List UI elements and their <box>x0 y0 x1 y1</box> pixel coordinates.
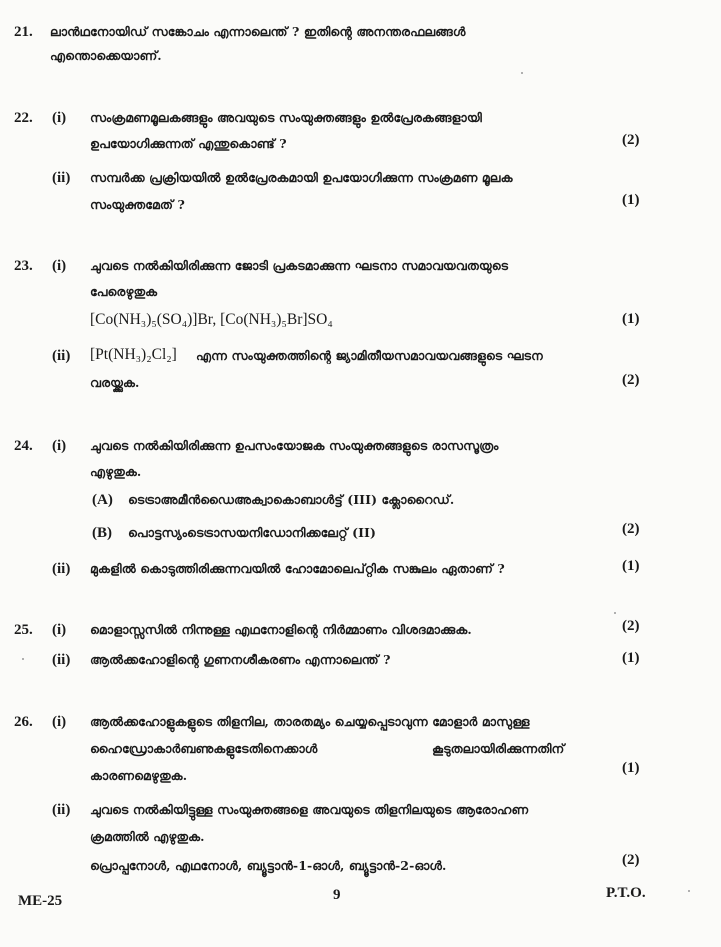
scan-speck <box>688 890 690 892</box>
part-label: (ii) <box>52 802 71 818</box>
part-text: വരയ്ക്കുക. <box>90 375 140 390</box>
chemical-formula: [Pt(NH₃)₂Cl₂] <box>90 346 177 363</box>
part-text: ചുവടെ നൽകിയിരിക്കുന്ന ഉപസംയോജക സംയുക്തങ്ങളുടെ രാസസൂത്രം <box>90 438 499 453</box>
part-text: സംക്രമണമൂലകങ്ങളും അവയുടെ സംയുക്തങ്ങളും ഉൽപ്രേരകങ്ങളായി <box>90 110 482 125</box>
part-text: സമ്പർക്ക പ്രക്രിയയിൽ ഉൽപ്രേരകമായി ഉപയോഗിക്കുന്ന സംക്രമണ മൂലക <box>90 170 513 185</box>
part-text: ഹൈഡ്രോകാർബണുകളുടേതിനെക്കാൾ <box>90 741 318 756</box>
option-label: (B) <box>92 525 112 541</box>
part-label: (ii) <box>52 561 71 577</box>
marks: (1) <box>622 311 640 327</box>
part-text: ആൽക്കഹോളുകളുടെ തിളനില, താരതമ്യം ചെയ്യപ്പെടാവുന്ന മോളാർ മാസുള്ള <box>90 714 530 729</box>
part-text: ചുവടെ നൽകിയിരിക്കുന്ന ജോടി പ്രകടമാക്കുന്ന ഘടനാ സമാവയവതയുടെ <box>90 258 509 273</box>
part-label: (i) <box>52 258 67 274</box>
paper-code: ME-25 <box>18 893 63 909</box>
marks: (2) <box>622 852 640 868</box>
marks: (2) <box>622 521 640 537</box>
question-number: 26. <box>14 714 33 730</box>
part-text: ചുവടെ നൽകിയിട്ടുള്ള സംയുക്തങ്ങളെ അവയുടെ തിളനിലയുടെ ആരോഹണ <box>90 802 529 817</box>
question-number: 24. <box>14 438 33 454</box>
part-text: ക്രമത്തിൽ എഴുതുക. <box>90 829 205 844</box>
question-number: 23. <box>14 258 33 274</box>
part-label: (i) <box>52 622 67 638</box>
option-text: പൊട്ടസ്യംടെട്രാസയനിഡോനിക്കലേറ്റ് (II) <box>128 525 376 540</box>
question-number: 25. <box>14 622 33 638</box>
marks: (2) <box>622 618 640 634</box>
option-text: ടെട്രാഅമീൻഡൈഅക്വാകൊബാൾട്ട് (III) ക്ലോറൈഡ്. <box>128 492 455 507</box>
part-text: പ്രൊപ്പനോൾ, എഥനോൾ, ബ്യൂട്ടാൻ-1-ഓൾ, ബ്യൂട്ടാൻ-2-ഓൾ. <box>90 858 447 873</box>
part-label: (ii) <box>52 652 71 668</box>
option-label: (A) <box>92 492 113 508</box>
part-text: കൂടുതലായിരിക്കുന്നതിന് <box>432 741 565 756</box>
marks: (1) <box>622 650 640 666</box>
part-label: (ii) <box>52 170 71 186</box>
part-text: പേരെഴുതുക <box>90 284 158 299</box>
part-text: എന്ന സംയുക്തത്തിന്റെ ജ്യാമിതീയസമാവയവങ്ങളുടെ ഘടന <box>196 348 543 363</box>
question-number: 22. <box>14 110 33 126</box>
question-text: ലാൻഥനോയിഡ് സങ്കോചം എന്നാലെന്ത് ? ഇതിന്റെ അനന്തരഫലങ്ങൾ <box>50 24 466 39</box>
please-turn-over: P.T.O. <box>606 885 646 901</box>
marks: (1) <box>622 558 640 574</box>
part-label: (i) <box>52 110 67 126</box>
part-text: സംയുക്തമേത് ? <box>90 197 185 212</box>
scan-speck <box>521 72 523 74</box>
part-text: മൊളാസ്സസിൽ നിന്നുള്ള എഥനോളിന്റെ നിർമ്മാണം വിശദമാക്കുക. <box>90 622 472 637</box>
marks: (1) <box>622 760 640 776</box>
part-text: എഴുതുക. <box>90 464 142 479</box>
scan-speck <box>614 612 616 614</box>
part-text: കാരണമെഴുതുക. <box>90 768 188 783</box>
part-text: ആൽക്കഹോളിന്റെ ഗുണനശീകരണം എന്നാലെന്ത് ? <box>90 652 391 667</box>
part-label: (i) <box>52 714 67 730</box>
marks: (2) <box>622 372 640 388</box>
marks: (1) <box>622 192 640 208</box>
marks: (2) <box>622 132 640 148</box>
part-label: (ii) <box>52 348 71 364</box>
chemical-formula: [Co(NH₃)₅(SO₄)]Br, [Co(NH₃)₅Br]SO₄ <box>90 311 333 328</box>
part-text: മുകളിൽ കൊടുത്തിരിക്കുന്നവയിൽ ഹോമോലെപ്റ്റിക സങ്കുലം ഏതാണ് ? <box>90 561 505 576</box>
question-text: എന്തൊക്കെയാണ്. <box>50 48 162 63</box>
question-number: 21. <box>14 24 33 40</box>
scan-speck <box>22 658 24 660</box>
page-number: 9 <box>333 887 341 903</box>
part-label: (i) <box>52 438 67 454</box>
part-text: ഉപയോഗിക്കുന്നത് എന്തുകൊണ്ട് ? <box>90 136 287 151</box>
